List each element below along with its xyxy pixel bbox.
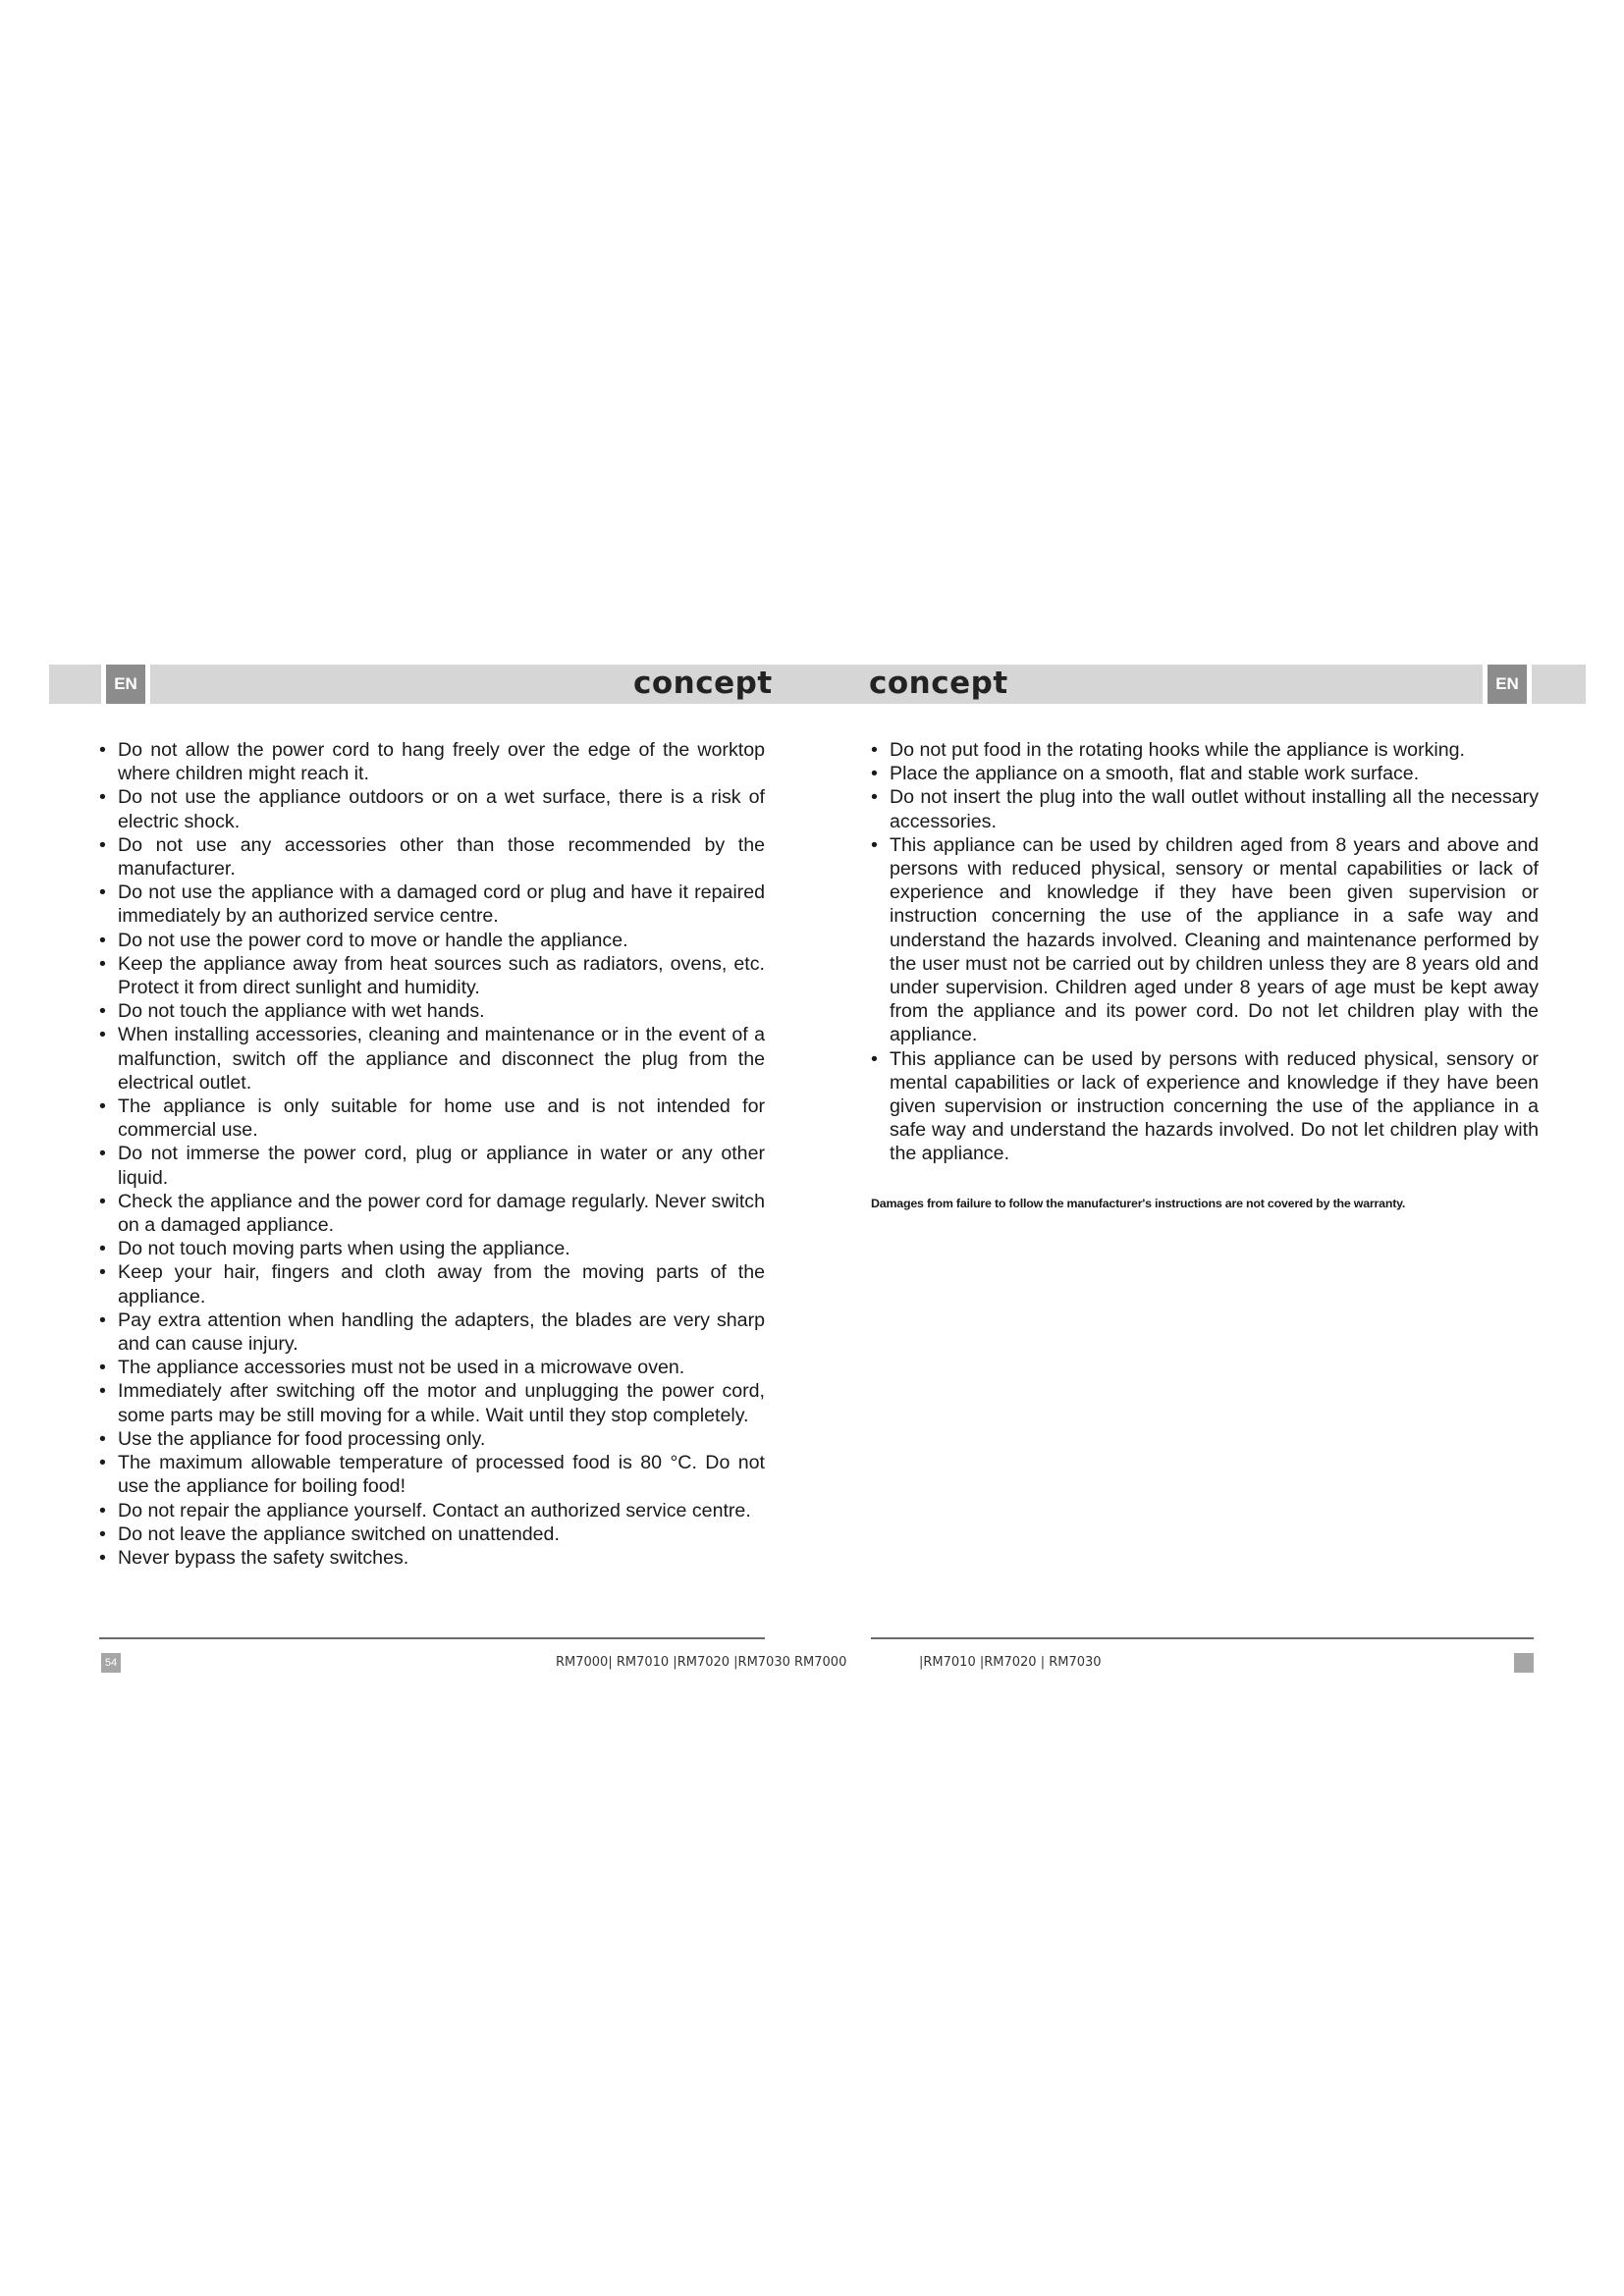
list-item: • Check the appliance and the power cord for damage regularly. Never switch on a damaged appliance. — [99, 1190, 765, 1237]
footer-models-right: |RM7010 |RM7020 | RM7030 — [919, 1655, 1102, 1670]
right-safety-list — [871, 738, 1539, 1166]
list-item: • Do not immerse the power cord, plug or appliance in water or any other liquid. — [99, 1142, 765, 1189]
list-item: • Do not repair the appliance yourself. Contact an authorized service centre. — [99, 1499, 765, 1522]
list-item: • Do not use the appliance with a damaged cord or plug and have it repaired immediately by an authorized service centre. — [99, 881, 765, 928]
footer-divider-right — [871, 1637, 1534, 1639]
list-item: • Do not put food in the rotating hooks while the appliance is working. — [871, 738, 1539, 762]
list-item: • The maximum allowable temperature of processed food is 80 °C. Do not use the appliance for boiling food! — [99, 1451, 765, 1498]
list-item: • When installing accessories, cleaning and maintenance or in the event of a malfunction, switch off the appliance and disconnect the plug from the electrical outlet. — [99, 1023, 765, 1095]
list-item: • Keep the appliance away from heat sources such as radiators, ovens, etc. Protect it from direct sunlight and humidity. — [99, 952, 765, 999]
footer-models-left: RM7000| RM7010 |RM7020 |RM7030 RM7000 — [556, 1655, 847, 1670]
list-item: • Pay extra attention when handling the adapters, the blades are very sharp and can cause injury. — [99, 1308, 765, 1356]
page-number-left: 54 — [101, 1653, 121, 1673]
list-item: • Do not touch moving parts when using the appliance. — [99, 1237, 765, 1260]
list-item: • Do not use the appliance outdoors or on a wet surface, there is a risk of electric shock. — [99, 785, 765, 832]
list-item: • Keep your hair, fingers and cloth away from the moving parts of the appliance. — [99, 1260, 765, 1308]
list-item: • Do not allow the power cord to hang freely over the edge of the worktop where children might reach it. — [99, 738, 765, 785]
header-bar — [49, 665, 1586, 704]
list-item: • The appliance is only suitable for home use and is not intended for commercial use. — [99, 1095, 765, 1142]
list-item: • Do not leave the appliance switched on unattended. — [99, 1522, 765, 1546]
list-item: • Immediately after switching off the motor and unplugging the power cord, some parts may be still moving for a while. Wait until they stop completely. — [99, 1379, 765, 1426]
list-item: • Do not use the power cord to move or handle the appliance. — [99, 929, 765, 952]
brand-logo-left: concept — [633, 666, 773, 701]
list-item: • This appliance can be used by children aged from 8 years and above and persons with reduced physical, sensory or mental capabilities or lack of experience and knowledge if they have been given supervision or instruction concerning the use of the appliance in a safe way and understand the hazards involved. Cleaning and maintenance performed by the user must not be carried out by children unless they are 8 years old and under supervision. Children aged under 8 years of age must be kept away from the appliance and its power cord. Do not let children play with the appliance. — [871, 833, 1539, 1047]
list-item: • Use the appliance for food processing only. — [99, 1427, 765, 1451]
list-item: • This appliance can be used by persons with reduced physical, sensory or mental capabilities or lack of experience and knowledge if they have been given supervision or instruction concerning the use of the appliance in a safe way and understand the hazards involved. Do not let children play with the appliance. — [871, 1047, 1539, 1166]
list-item: • The appliance accessories must not be used in a microwave oven. — [99, 1356, 765, 1379]
list-item: • Place the appliance on a smooth, flat and stable work surface. — [871, 762, 1539, 785]
page-number-right — [1514, 1653, 1534, 1673]
list-item: • Do not insert the plug into the wall outlet without installing all the necessary accessories. — [871, 785, 1539, 832]
brand-logo-right: concept — [869, 666, 1008, 701]
language-badge-right: EN — [1483, 665, 1532, 704]
left-safety-list — [99, 738, 765, 1570]
language-badge-left: EN — [101, 665, 150, 704]
list-item: • Do not use any accessories other than those recommended by the manufacturer. — [99, 833, 765, 881]
list-item: • Never bypass the safety switches. — [99, 1546, 765, 1570]
footer-divider-left — [99, 1637, 765, 1639]
warranty-note: Damages from failure to follow the manufacturer's instructions are not covered by the warranty. — [871, 1197, 1406, 1210]
list-item: • Do not touch the appliance with wet hands. — [99, 999, 765, 1023]
